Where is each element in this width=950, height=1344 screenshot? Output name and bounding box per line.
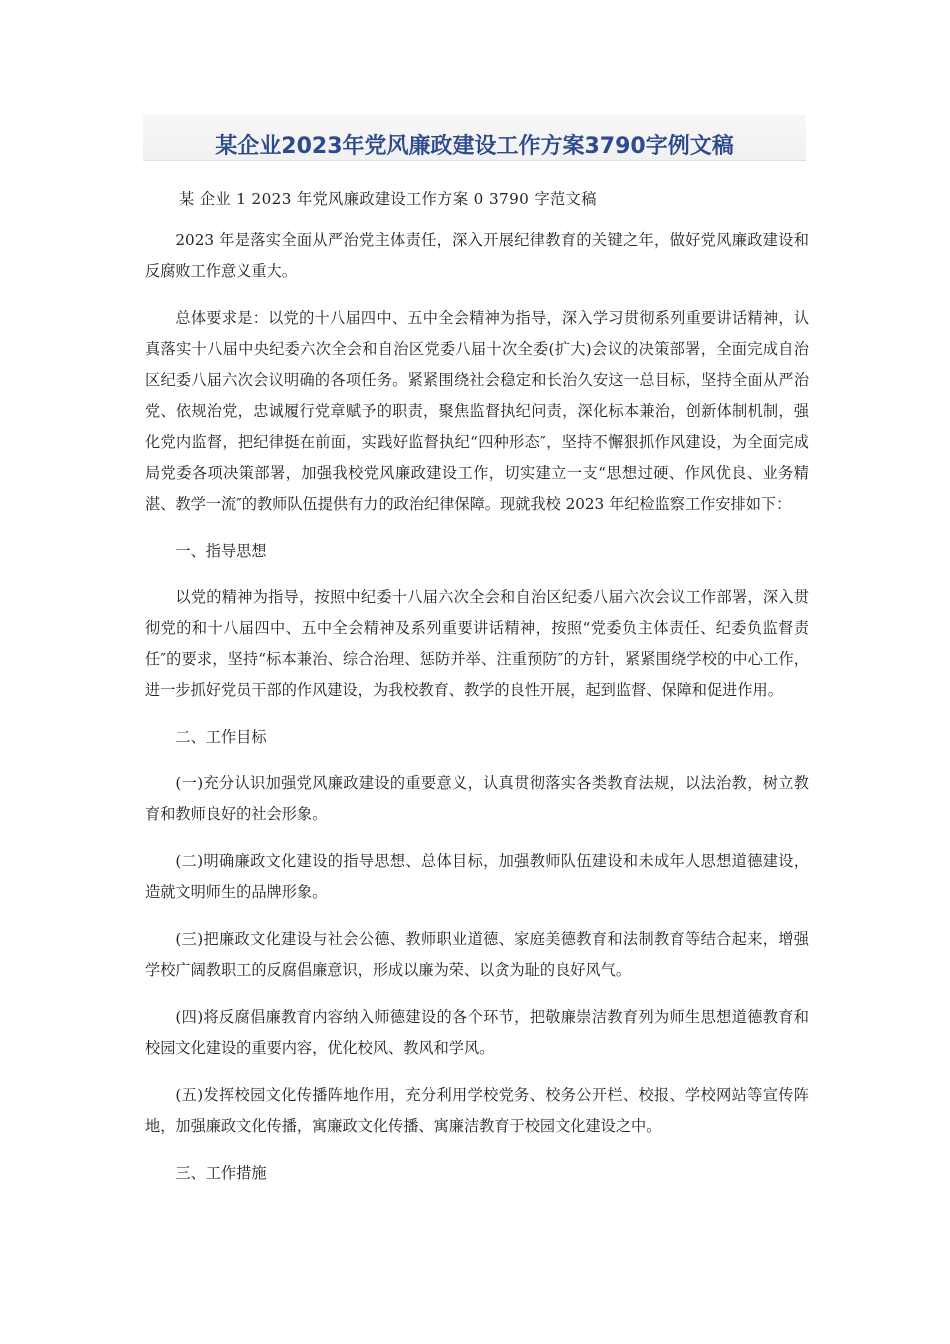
document-title: 某企业2023年党风廉政建设工作方案3790字例文稿 — [215, 133, 734, 159]
paragraph-intro: 2023 年是落实全面从严治党主体责任，深入开展纪律教育的关键之年，做好党风廉政建设和反腐败工作意义重大。 — [145, 231, 809, 280]
title-banner — [143, 114, 806, 161]
paragraph-overall-requirements: 总体要求是：以党的十八届四中、五中全会精神为指导，深入学习贯彻系列重要讲话精神，认真落实十八届中央纪委六次全会和自治区党委八届十次全委(扩大)会议的决策部署，全面完成自治区纪委八届六次会议明确的各项任务。紧紧围绕社会稳定和长治久安这一总目标，坚持全面从严治党、依规治党，忠诚履行党章赋予的职责，聚焦监督执纪问责，深化标本兼治，创新体制机制，强化党内监督，把纪律挺在前面，实践好监督执纪“四种形态″，坚持不懈狠抓作风建设，为全面完成局党委各项决策部署，加强我校党风廉政建设工作，切实建立一支“思想过硬、作风优良、业务精湛、教学一流″的教师队伍提供有力的政治纪律保障。现就我校 2023 年纪检监察工作安排如下： — [145, 309, 809, 513]
document-body — [145, 184, 809, 1204]
paragraph-goal-4: (四)将反腐倡廉教育内容纳入师德建设的各个环节，把敬廉崇洁教育列为师生思想道德教育和校园文化建设的重要内容，优化校风、教风和学风。 — [145, 1008, 809, 1057]
section-heading-guiding-ideology: 一、指导思想 — [175, 542, 267, 560]
paragraph-goal-5: (五)发挥校园文化传播阵地作用，充分利用学校党务、校务公开栏、校报、学校网站等宣传阵地，加强廉政文化传播，寓廉政文化传播、寓廉洁教育于校园文化建设之中。 — [145, 1086, 809, 1135]
section-heading-work-goals: 二、工作目标 — [175, 728, 267, 746]
paragraph-goal-3: (三)把廉政文化建设与社会公德、教师职业道德、家庭美德教育和法制教育等结合起来，增强学校广阔教职工的反腐倡廉意识，形成以廉为荣、以贪为耻的良好风气。 — [145, 930, 809, 979]
document-subtitle: 某 企业 1 2023 年党风廉政建设工作方案 0 3790 字范文稿 — [179, 190, 597, 208]
paragraph-guiding-ideology: 以党的精神为指导，按照中纪委十八届六次全会和自治区纪委八届六次会议工作部署，深入贯彻党的和十八届四中、五中全会精神及系列重要讲话精神，按照“党委负主体责任、纪委负监督责任″的要求，坚持“标本兼治、综合治理、惩防并举、注重预防″的方针，紧紧围绕学校的中心工作，进一步抓好党员干部的作风建设，为我校教育、教学的良性开展，起到监督、保障和促进作用。 — [145, 588, 809, 699]
section-heading-work-measures: 三、工作措施 — [175, 1164, 267, 1182]
paragraph-goal-1: (一)充分认识加强党风廉政建设的重要意义，认真贯彻落实各类教育法规，以法治教，树立教育和教师良好的社会形象。 — [145, 774, 809, 823]
paragraph-goal-2: (二)明确廉政文化建设的指导思想、总体目标，加强教师队伍建设和未成年人思想道德建设，造就文明师生的品牌形象。 — [145, 852, 809, 901]
